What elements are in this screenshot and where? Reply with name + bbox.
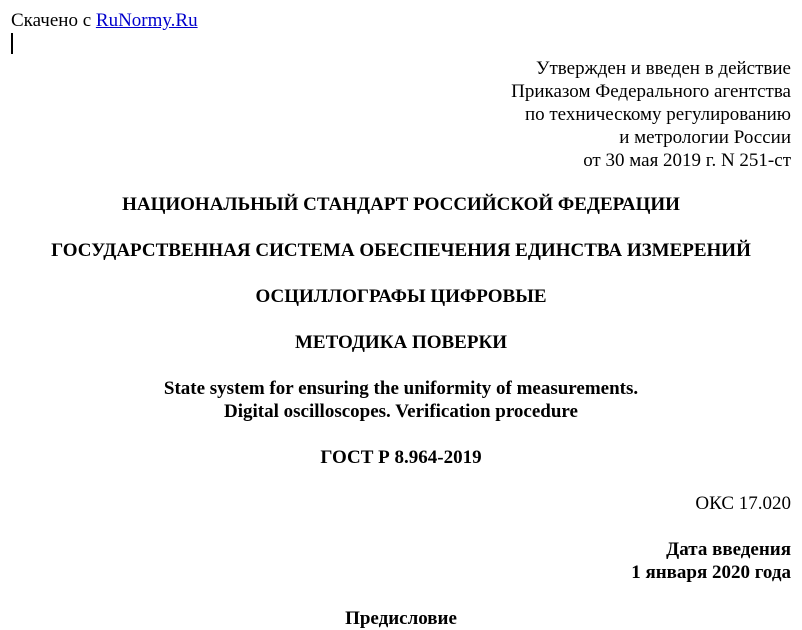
device-heading: ОСЦИЛЛОГРАФЫ ЦИФРОВЫЕ — [255, 286, 547, 307]
preface-heading: Предисловие — [345, 608, 457, 629]
english-title-line-1: State system for ensuring the uniformity of measurements. — [163, 378, 639, 399]
text-cursor — [11, 33, 13, 54]
gost-number: ГОСТ Р 8.964-2019 — [320, 447, 482, 468]
source-prefix: Скачено с — [11, 10, 92, 31]
introduction-date: 1 января 2020 года — [631, 562, 791, 583]
approval-block — [511, 57, 791, 172]
oks-code: ОКС 17.020 — [695, 493, 791, 514]
approval-line: от 30 мая 2019 г. N 251-ст — [583, 150, 791, 171]
measurement-system-heading: ГОСУДАРСТВЕННАЯ СИСТЕМА ОБЕСПЕЧЕНИЯ ЕДИНСТВА ИЗМЕРЕНИЙ — [51, 240, 751, 261]
english-title-line-2: Digital oscilloscopes. Verification procedure — [224, 401, 578, 422]
approval-line: по техническому регулированию — [524, 104, 791, 125]
approval-line: Утвержден и введен в действие — [536, 58, 791, 79]
introduction-date-label: Дата введения — [666, 539, 791, 560]
approval-line: и метрологии России — [619, 127, 791, 148]
source-line — [11, 9, 198, 32]
source-link[interactable]: RuNormy.Ru — [95, 10, 198, 31]
approval-line: Приказом Федерального агентства — [511, 81, 791, 102]
method-heading: МЕТОДИКА ПОВЕРКИ — [294, 332, 508, 353]
national-standard-heading: НАЦИОНАЛЬНЫЙ СТАНДАРТ РОССИЙСКОЙ ФЕДЕРАЦИИ — [122, 194, 680, 215]
